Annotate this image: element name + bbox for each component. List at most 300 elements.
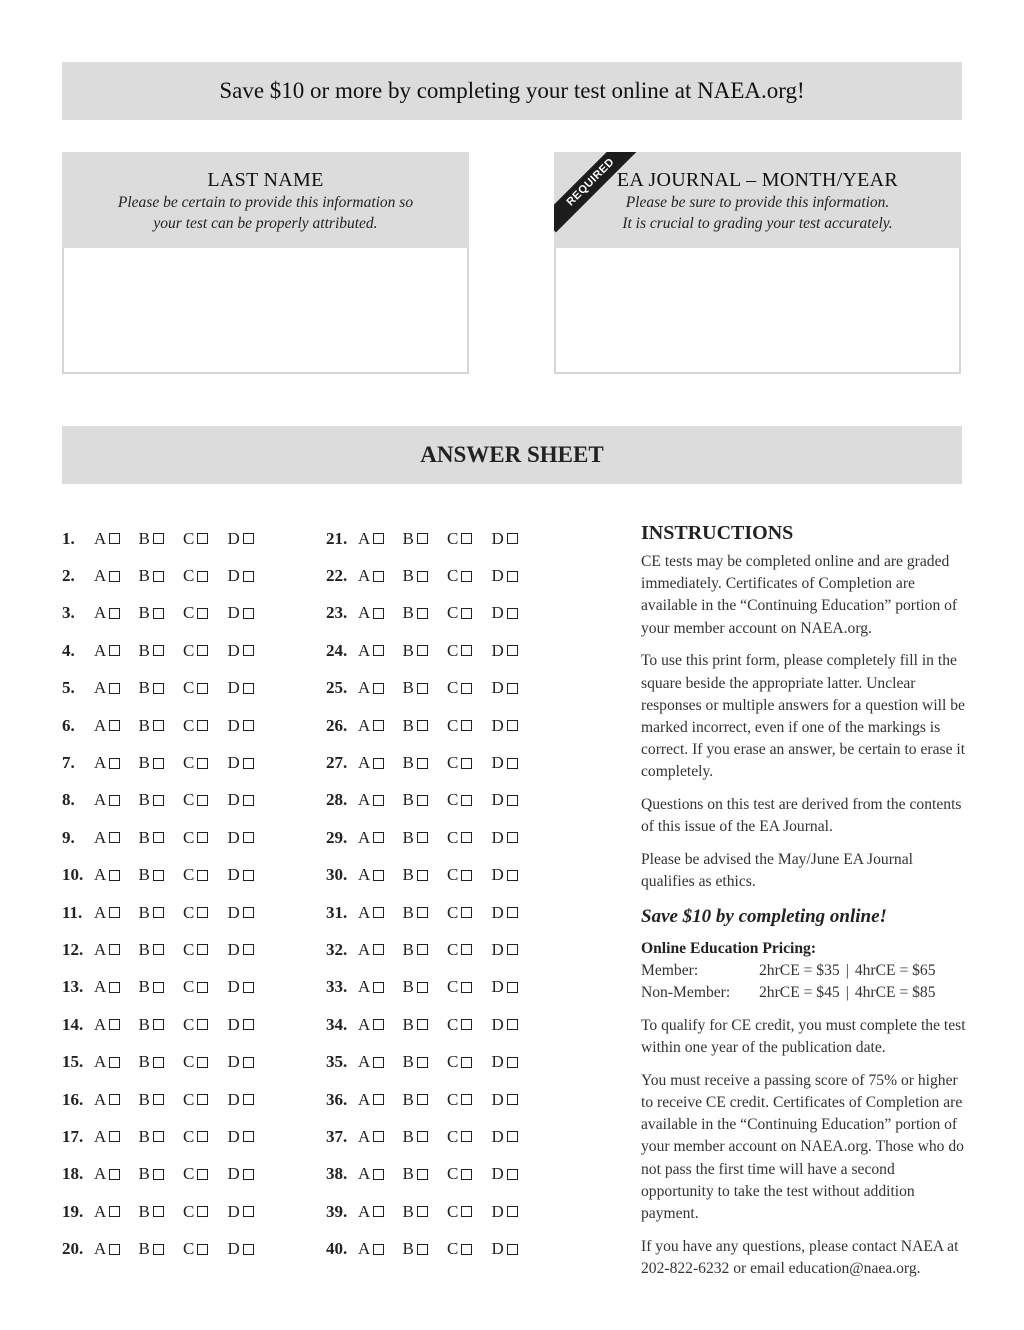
answer-option[interactable] (183, 1052, 228, 1072)
answer-option[interactable] (403, 716, 448, 736)
answer-option[interactable] (139, 566, 184, 586)
answer-checkbox[interactable] (417, 1244, 428, 1255)
answer-option[interactable] (358, 529, 403, 549)
answer-option[interactable] (358, 1090, 403, 1110)
answer-checkbox[interactable] (373, 608, 384, 619)
answer-option[interactable] (183, 603, 228, 623)
answer-checkbox[interactable] (373, 944, 384, 955)
answer-option[interactable] (94, 1127, 139, 1147)
answer-option[interactable] (447, 865, 492, 885)
answer-checkbox[interactable] (461, 1057, 472, 1068)
answer-option[interactable] (447, 641, 492, 661)
answer-checkbox[interactable] (507, 907, 518, 918)
answer-checkbox[interactable] (243, 982, 254, 993)
answer-checkbox[interactable] (461, 1094, 472, 1105)
answer-option[interactable] (183, 977, 228, 997)
answer-option[interactable] (403, 1239, 448, 1259)
answer-checkbox[interactable] (243, 533, 254, 544)
answer-checkbox[interactable] (461, 1169, 472, 1180)
answer-checkbox[interactable] (197, 1057, 208, 1068)
answer-checkbox[interactable] (153, 907, 164, 918)
answer-option[interactable] (403, 865, 448, 885)
answer-option[interactable] (183, 1202, 228, 1222)
answer-option[interactable] (139, 1090, 184, 1110)
answer-checkbox[interactable] (417, 1057, 428, 1068)
answer-checkbox[interactable] (197, 720, 208, 731)
answer-option[interactable] (358, 977, 403, 997)
answer-checkbox[interactable] (417, 1169, 428, 1180)
answer-checkbox[interactable] (461, 683, 472, 694)
answer-option[interactable] (492, 529, 537, 549)
answer-checkbox[interactable] (109, 1206, 120, 1217)
answer-option[interactable] (492, 1164, 537, 1184)
answer-option[interactable] (403, 1164, 448, 1184)
answer-checkbox[interactable] (243, 907, 254, 918)
answer-checkbox[interactable] (243, 720, 254, 731)
answer-checkbox[interactable] (373, 1019, 384, 1030)
answer-checkbox[interactable] (109, 1094, 120, 1105)
answer-checkbox[interactable] (153, 832, 164, 843)
answer-option[interactable] (358, 1015, 403, 1035)
answer-option[interactable] (183, 1164, 228, 1184)
answer-checkbox[interactable] (153, 795, 164, 806)
answer-option[interactable] (94, 1202, 139, 1222)
answer-option[interactable] (447, 1127, 492, 1147)
answer-option[interactable] (403, 566, 448, 586)
answer-option[interactable] (492, 641, 537, 661)
answer-option[interactable] (183, 529, 228, 549)
answer-checkbox[interactable] (461, 982, 472, 993)
answer-option[interactable] (228, 903, 273, 923)
answer-option[interactable] (358, 1239, 403, 1259)
answer-option[interactable] (447, 1015, 492, 1035)
answer-checkbox[interactable] (461, 1131, 472, 1142)
answer-option[interactable] (358, 828, 403, 848)
answer-option[interactable] (139, 603, 184, 623)
answer-option[interactable] (403, 1052, 448, 1072)
answer-option[interactable] (94, 1164, 139, 1184)
answer-option[interactable] (183, 828, 228, 848)
answer-option[interactable] (358, 603, 403, 623)
answer-checkbox[interactable] (243, 758, 254, 769)
answer-option[interactable] (228, 1090, 273, 1110)
answer-option[interactable] (403, 641, 448, 661)
answer-checkbox[interactable] (153, 1094, 164, 1105)
answer-checkbox[interactable] (507, 608, 518, 619)
answer-option[interactable] (94, 603, 139, 623)
answer-checkbox[interactable] (417, 533, 428, 544)
answer-checkbox[interactable] (417, 683, 428, 694)
answer-checkbox[interactable] (109, 645, 120, 656)
answer-checkbox[interactable] (507, 758, 518, 769)
answer-option[interactable] (358, 865, 403, 885)
answer-option[interactable] (183, 790, 228, 810)
answer-checkbox[interactable] (417, 645, 428, 656)
answer-checkbox[interactable] (417, 758, 428, 769)
answer-option[interactable] (492, 566, 537, 586)
answer-option[interactable] (94, 716, 139, 736)
answer-checkbox[interactable] (461, 795, 472, 806)
answer-option[interactable] (94, 1015, 139, 1035)
answer-option[interactable] (139, 1052, 184, 1072)
answer-checkbox[interactable] (243, 1019, 254, 1030)
answer-option[interactable] (358, 753, 403, 773)
answer-checkbox[interactable] (109, 944, 120, 955)
answer-option[interactable] (139, 529, 184, 549)
answer-checkbox[interactable] (109, 758, 120, 769)
answer-option[interactable] (228, 753, 273, 773)
answer-option[interactable] (447, 716, 492, 736)
answer-checkbox[interactable] (197, 795, 208, 806)
answer-option[interactable] (492, 603, 537, 623)
answer-checkbox[interactable] (461, 1019, 472, 1030)
answer-option[interactable] (492, 790, 537, 810)
answer-option[interactable] (358, 940, 403, 960)
answer-checkbox[interactable] (461, 533, 472, 544)
answer-checkbox[interactable] (197, 533, 208, 544)
answer-checkbox[interactable] (243, 683, 254, 694)
answer-checkbox[interactable] (153, 944, 164, 955)
journal-date-field[interactable] (554, 248, 961, 374)
answer-option[interactable] (447, 940, 492, 960)
answer-checkbox[interactable] (109, 982, 120, 993)
answer-checkbox[interactable] (417, 832, 428, 843)
answer-option[interactable] (228, 940, 273, 960)
answer-checkbox[interactable] (461, 1244, 472, 1255)
answer-checkbox[interactable] (507, 1244, 518, 1255)
answer-option[interactable] (228, 1164, 273, 1184)
answer-option[interactable] (492, 977, 537, 997)
answer-checkbox[interactable] (153, 1206, 164, 1217)
answer-checkbox[interactable] (197, 907, 208, 918)
answer-option[interactable] (358, 1202, 403, 1222)
answer-checkbox[interactable] (109, 1057, 120, 1068)
answer-checkbox[interactable] (373, 720, 384, 731)
answer-checkbox[interactable] (153, 1244, 164, 1255)
answer-checkbox[interactable] (373, 1131, 384, 1142)
answer-option[interactable] (94, 1239, 139, 1259)
answer-checkbox[interactable] (109, 1244, 120, 1255)
answer-option[interactable] (403, 940, 448, 960)
answer-checkbox[interactable] (153, 1019, 164, 1030)
answer-checkbox[interactable] (109, 683, 120, 694)
answer-checkbox[interactable] (373, 571, 384, 582)
answer-checkbox[interactable] (197, 1244, 208, 1255)
answer-option[interactable] (139, 903, 184, 923)
answer-option[interactable] (94, 529, 139, 549)
answer-option[interactable] (139, 977, 184, 997)
answer-checkbox[interactable] (507, 1131, 518, 1142)
answer-option[interactable] (403, 903, 448, 923)
answer-option[interactable] (358, 641, 403, 661)
answer-option[interactable] (358, 1164, 403, 1184)
answer-option[interactable] (447, 977, 492, 997)
answer-option[interactable] (228, 1239, 273, 1259)
answer-checkbox[interactable] (109, 1019, 120, 1030)
answer-option[interactable] (228, 716, 273, 736)
answer-option[interactable] (228, 1127, 273, 1147)
answer-option[interactable] (358, 1127, 403, 1147)
answer-option[interactable] (183, 1015, 228, 1035)
answer-checkbox[interactable] (197, 870, 208, 881)
answer-checkbox[interactable] (373, 1094, 384, 1105)
answer-checkbox[interactable] (109, 1169, 120, 1180)
answer-checkbox[interactable] (109, 795, 120, 806)
answer-option[interactable] (492, 1015, 537, 1035)
answer-checkbox[interactable] (243, 944, 254, 955)
answer-checkbox[interactable] (153, 1169, 164, 1180)
answer-checkbox[interactable] (373, 1206, 384, 1217)
answer-option[interactable] (447, 529, 492, 549)
answer-option[interactable] (447, 1052, 492, 1072)
answer-option[interactable] (139, 716, 184, 736)
answer-option[interactable] (139, 1164, 184, 1184)
answer-checkbox[interactable] (109, 720, 120, 731)
answer-option[interactable] (94, 641, 139, 661)
answer-checkbox[interactable] (153, 720, 164, 731)
answer-checkbox[interactable] (373, 832, 384, 843)
answer-checkbox[interactable] (197, 982, 208, 993)
answer-checkbox[interactable] (373, 533, 384, 544)
answer-option[interactable] (183, 903, 228, 923)
answer-checkbox[interactable] (153, 608, 164, 619)
answer-option[interactable] (94, 828, 139, 848)
answer-checkbox[interactable] (243, 832, 254, 843)
answer-checkbox[interactable] (507, 571, 518, 582)
answer-option[interactable] (492, 678, 537, 698)
answer-option[interactable] (447, 903, 492, 923)
answer-option[interactable] (183, 1239, 228, 1259)
answer-option[interactable] (492, 716, 537, 736)
answer-option[interactable] (358, 1052, 403, 1072)
answer-checkbox[interactable] (507, 870, 518, 881)
answer-checkbox[interactable] (243, 645, 254, 656)
answer-checkbox[interactable] (153, 571, 164, 582)
answer-checkbox[interactable] (417, 1131, 428, 1142)
answer-checkbox[interactable] (461, 832, 472, 843)
answer-checkbox[interactable] (109, 608, 120, 619)
answer-checkbox[interactable] (153, 683, 164, 694)
answer-option[interactable] (403, 828, 448, 848)
answer-checkbox[interactable] (243, 795, 254, 806)
answer-checkbox[interactable] (109, 1131, 120, 1142)
answer-option[interactable] (403, 1127, 448, 1147)
answer-option[interactable] (492, 940, 537, 960)
answer-option[interactable] (492, 1127, 537, 1147)
answer-checkbox[interactable] (197, 1206, 208, 1217)
answer-option[interactable] (94, 566, 139, 586)
answer-option[interactable] (139, 865, 184, 885)
answer-option[interactable] (183, 641, 228, 661)
answer-checkbox[interactable] (243, 870, 254, 881)
answer-option[interactable] (403, 753, 448, 773)
answer-checkbox[interactable] (243, 1131, 254, 1142)
answer-option[interactable] (183, 940, 228, 960)
answer-checkbox[interactable] (197, 645, 208, 656)
answer-option[interactable] (492, 828, 537, 848)
answer-option[interactable] (228, 1202, 273, 1222)
answer-option[interactable] (94, 977, 139, 997)
answer-checkbox[interactable] (417, 1019, 428, 1030)
answer-option[interactable] (403, 678, 448, 698)
answer-option[interactable] (94, 790, 139, 810)
answer-checkbox[interactable] (417, 907, 428, 918)
answer-option[interactable] (139, 1015, 184, 1035)
answer-checkbox[interactable] (417, 571, 428, 582)
answer-option[interactable] (183, 716, 228, 736)
answer-option[interactable] (228, 1015, 273, 1035)
answer-option[interactable] (183, 865, 228, 885)
answer-checkbox[interactable] (153, 533, 164, 544)
answer-option[interactable] (183, 1127, 228, 1147)
answer-checkbox[interactable] (373, 1057, 384, 1068)
answer-checkbox[interactable] (507, 1019, 518, 1030)
answer-checkbox[interactable] (109, 832, 120, 843)
answer-checkbox[interactable] (153, 645, 164, 656)
answer-option[interactable] (94, 865, 139, 885)
answer-checkbox[interactable] (461, 758, 472, 769)
answer-option[interactable] (139, 790, 184, 810)
answer-option[interactable] (492, 865, 537, 885)
answer-checkbox[interactable] (109, 533, 120, 544)
answer-option[interactable] (358, 716, 403, 736)
answer-option[interactable] (228, 1052, 273, 1072)
answer-checkbox[interactable] (197, 608, 208, 619)
answer-checkbox[interactable] (373, 870, 384, 881)
answer-option[interactable] (139, 828, 184, 848)
answer-option[interactable] (228, 566, 273, 586)
answer-checkbox[interactable] (417, 720, 428, 731)
answer-checkbox[interactable] (461, 944, 472, 955)
answer-option[interactable] (358, 678, 403, 698)
answer-checkbox[interactable] (197, 832, 208, 843)
answer-checkbox[interactable] (197, 571, 208, 582)
answer-checkbox[interactable] (417, 795, 428, 806)
answer-checkbox[interactable] (417, 1094, 428, 1105)
answer-option[interactable] (492, 753, 537, 773)
answer-checkbox[interactable] (373, 1169, 384, 1180)
answer-option[interactable] (403, 1202, 448, 1222)
answer-checkbox[interactable] (417, 1206, 428, 1217)
answer-checkbox[interactable] (243, 608, 254, 619)
answer-option[interactable] (492, 1090, 537, 1110)
answer-checkbox[interactable] (417, 870, 428, 881)
answer-option[interactable] (94, 940, 139, 960)
answer-option[interactable] (447, 1239, 492, 1259)
answer-checkbox[interactable] (507, 533, 518, 544)
answer-checkbox[interactable] (153, 870, 164, 881)
answer-checkbox[interactable] (507, 795, 518, 806)
answer-checkbox[interactable] (109, 907, 120, 918)
answer-checkbox[interactable] (373, 645, 384, 656)
answer-checkbox[interactable] (373, 1244, 384, 1255)
answer-option[interactable] (228, 977, 273, 997)
answer-option[interactable] (447, 1202, 492, 1222)
answer-option[interactable] (94, 1090, 139, 1110)
answer-option[interactable] (183, 1090, 228, 1110)
answer-checkbox[interactable] (243, 1057, 254, 1068)
answer-checkbox[interactable] (153, 1057, 164, 1068)
answer-option[interactable] (94, 678, 139, 698)
answer-option[interactable] (447, 790, 492, 810)
answer-checkbox[interactable] (507, 720, 518, 731)
answer-checkbox[interactable] (507, 1057, 518, 1068)
answer-checkbox[interactable] (461, 870, 472, 881)
answer-checkbox[interactable] (197, 683, 208, 694)
answer-checkbox[interactable] (243, 1244, 254, 1255)
answer-checkbox[interactable] (243, 1169, 254, 1180)
answer-option[interactable] (358, 566, 403, 586)
answer-option[interactable] (139, 1127, 184, 1147)
answer-option[interactable] (403, 790, 448, 810)
answer-option[interactable] (403, 603, 448, 623)
answer-checkbox[interactable] (373, 683, 384, 694)
answer-checkbox[interactable] (373, 758, 384, 769)
answer-option[interactable] (447, 753, 492, 773)
answer-option[interactable] (139, 1239, 184, 1259)
answer-option[interactable] (447, 603, 492, 623)
answer-option[interactable] (403, 1090, 448, 1110)
answer-checkbox[interactable] (507, 645, 518, 656)
answer-checkbox[interactable] (243, 571, 254, 582)
answer-checkbox[interactable] (461, 608, 472, 619)
answer-option[interactable] (492, 1239, 537, 1259)
answer-option[interactable] (139, 1202, 184, 1222)
answer-option[interactable] (139, 753, 184, 773)
answer-checkbox[interactable] (153, 982, 164, 993)
answer-checkbox[interactable] (417, 608, 428, 619)
answer-option[interactable] (228, 790, 273, 810)
answer-option[interactable] (403, 529, 448, 549)
answer-option[interactable] (447, 678, 492, 698)
answer-checkbox[interactable] (417, 982, 428, 993)
answer-option[interactable] (228, 641, 273, 661)
answer-checkbox[interactable] (197, 758, 208, 769)
answer-checkbox[interactable] (197, 1019, 208, 1030)
answer-checkbox[interactable] (197, 944, 208, 955)
answer-checkbox[interactable] (507, 832, 518, 843)
answer-checkbox[interactable] (461, 571, 472, 582)
answer-checkbox[interactable] (153, 758, 164, 769)
answer-checkbox[interactable] (197, 1131, 208, 1142)
answer-option[interactable] (447, 1164, 492, 1184)
answer-checkbox[interactable] (507, 683, 518, 694)
answer-checkbox[interactable] (197, 1094, 208, 1105)
answer-option[interactable] (228, 678, 273, 698)
answer-checkbox[interactable] (243, 1094, 254, 1105)
answer-option[interactable] (94, 753, 139, 773)
answer-option[interactable] (139, 641, 184, 661)
answer-option[interactable] (447, 1090, 492, 1110)
answer-option[interactable] (94, 903, 139, 923)
answer-checkbox[interactable] (507, 1206, 518, 1217)
answer-checkbox[interactable] (109, 870, 120, 881)
answer-option[interactable] (358, 903, 403, 923)
answer-option[interactable] (492, 903, 537, 923)
answer-option[interactable] (492, 1202, 537, 1222)
answer-option[interactable] (94, 1052, 139, 1072)
answer-option[interactable] (228, 603, 273, 623)
answer-checkbox[interactable] (153, 1131, 164, 1142)
answer-option[interactable] (183, 678, 228, 698)
answer-checkbox[interactable] (461, 645, 472, 656)
answer-checkbox[interactable] (373, 982, 384, 993)
answer-checkbox[interactable] (507, 982, 518, 993)
answer-option[interactable] (403, 1015, 448, 1035)
last-name-field[interactable] (62, 248, 469, 374)
answer-checkbox[interactable] (507, 1169, 518, 1180)
answer-checkbox[interactable] (243, 1206, 254, 1217)
